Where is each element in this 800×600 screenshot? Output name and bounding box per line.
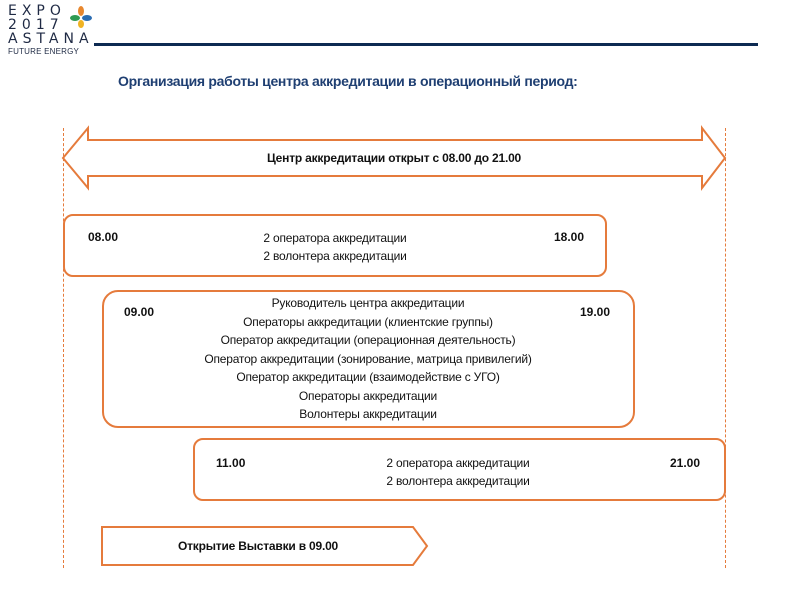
shift2-line: Оператор аккредитации (зонирование, матрица привилегий): [204, 351, 532, 366]
logo-line-city: ASTANA: [8, 31, 94, 47]
shift2-line: Оператор аккредитации (операционная деятельность): [220, 333, 516, 347]
shift2-line: Операторы аккредитации: [298, 388, 438, 403]
page-title: Организация работы центра аккредитации в операционный период:: [118, 73, 578, 89]
shift3-start-time: 11.00: [216, 456, 246, 470]
opening-label: Открытие Выставки в 09.00: [178, 539, 339, 553]
shift1-line: 2 оператора аккредитации: [263, 231, 407, 245]
shift3-line: 2 волонтера аккредитации: [386, 474, 530, 488]
shift3-line: 2 оператора аккредитации: [386, 456, 530, 470]
shift2-line: Руководитель центра аккредитации: [271, 296, 465, 310]
shift2-line: Оператор аккредитации (взаимодействие с УГО): [236, 370, 500, 384]
shift1-line: 2 волонтера аккредитации: [263, 249, 407, 263]
shift2-start-time: 09.00: [124, 305, 155, 319]
shift3-end-time: 21.00: [670, 456, 701, 470]
banner-label: Центр аккредитации открыт с 08.00 до 21.00: [266, 151, 522, 165]
logo-line-year: 2017: [8, 17, 64, 33]
shift2-line: Операторы аккредитации (клиентские группы): [243, 314, 493, 329]
logo-tagline: FUTURE ENERGY: [8, 47, 80, 56]
shift2-line: Волонтеры аккредитации: [299, 407, 437, 421]
shift2-end-time: 19.00: [580, 305, 611, 319]
shift1-end-time: 18.00: [554, 230, 585, 244]
shift1-start-time: 08.00: [88, 230, 119, 244]
logo-line-expo: EXPO: [8, 3, 66, 19]
